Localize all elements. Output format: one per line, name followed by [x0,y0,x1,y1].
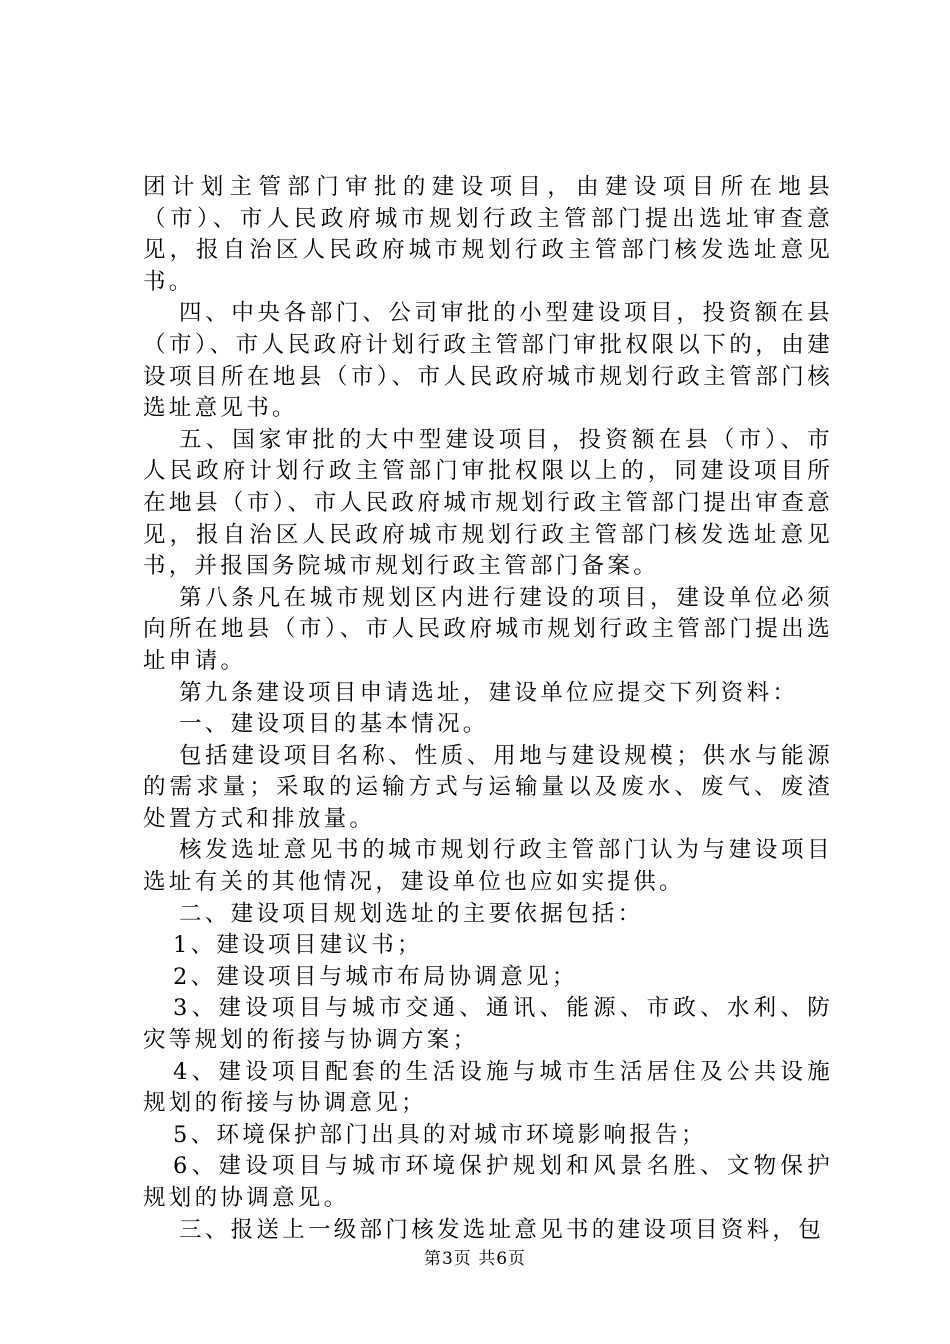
document-body [143,172,833,1246]
paragraph-8: 核发选址意见书的城市规划行政主管部门认为与建设项目选址有关的其他情况，建设单位也应如实提供。 [143,837,833,896]
paragraph-16: 三、报送上一级部门核发选址意见书的建设项目资料，包 [179,1216,825,1243]
page-number-footer: 第3页 共6页 [423,1249,527,1269]
paragraph-6: 一、建设项目的基本情况。 [179,711,489,738]
paragraph-13: 4、建设项目配套的生活设施与城市生活居住及公共设施规划的衔接与协调意见； [143,1058,833,1117]
paragraph-1: 团计划主管部门审批的建设项目，由建设项目所在地县（市）、市人民政府城市规划行政主管部门提出选址审查意见，报自治区人民政府城市规划行政主管部门核发选址意见书。 [143,174,833,295]
paragraph-4: 第八条凡在城市规划区内进行建设的项目，建设单位必须向所在地县（市）、市人民政府城市规划行政主管部门提出选址申请。 [143,584,833,674]
paragraph-15: 6、建设项目与城市环境保护规划和风景名胜、文物保护规划的协调意见。 [143,1153,833,1211]
paragraph-7: 包括建设项目名称、性质、用地与建设规模；供水与能源的需求量；采取的运输方式与运输量以及废水、废气、废渣处置方式和排放量。 [143,742,833,832]
paragraph-14: 5、环境保护部门出具的对城市环境影响报告； [173,1121,707,1148]
paragraph-12: 3、建设项目与城市交通、通讯、能源、市政、水利、防灾等规划的衔接与协调方案； [143,995,833,1054]
paragraph-2: 四、中央各部门、公司审批的小型建设项目，投资额在县（市）、市人民政府计划行政主管部门审批权限以下的，由建设项目所在地县（市）、市人民政府城市规划行政主管部门核选址意见书。 [143,300,833,422]
paragraph-3: 五、国家审批的大中型建设项目，投资额在县（市）、市人民政府计划行政主管部门审批权限以上的，同建设项目所在地县（市）、市人民政府城市规划行政主管部门提出审查意见，报自治区人民政府城市规划行政主管部门核发选址意见书，并报国务院城市规划行政主管部门备案。 [143,426,833,580]
paragraph-10: 1、建设项目建议书； [173,932,423,959]
paragraph-5: 第九条建设项目申请选址，建设单位应提交下列资料： [179,679,799,706]
paragraph-9: 二、建设项目规划选址的主要依据包括： [179,900,644,927]
paragraph-11: 2、建设项目与城市布局协调意见； [173,963,578,990]
